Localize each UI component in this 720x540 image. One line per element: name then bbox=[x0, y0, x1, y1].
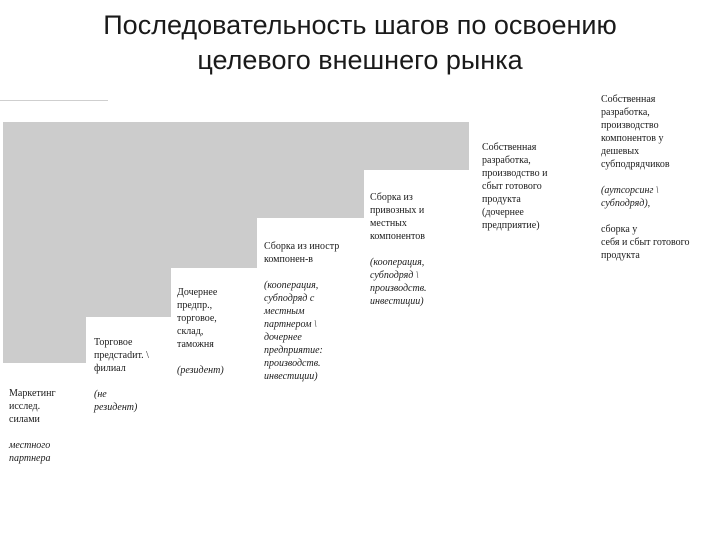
step-7-tail: сборка у себя и сбыт готового продукта bbox=[601, 224, 690, 261]
step-2-note: (не резидент) bbox=[94, 389, 138, 413]
step-3-text bbox=[177, 273, 257, 390]
step-block-4 bbox=[257, 122, 364, 218]
title-line-1: Последовательность шагов по освоению bbox=[103, 10, 617, 40]
step-5-text bbox=[370, 178, 470, 321]
step-block-2 bbox=[86, 122, 171, 317]
step-6-text bbox=[482, 128, 582, 245]
step-block-1 bbox=[3, 122, 86, 363]
step-4-text bbox=[264, 227, 364, 396]
step-block-3 bbox=[171, 122, 257, 268]
step-5-main: Сборка из привозных и местных компонентов bbox=[370, 192, 425, 242]
step-1-main: Маркетинг исслед. силами bbox=[9, 388, 56, 425]
step-1-text bbox=[9, 374, 85, 478]
slide-title bbox=[40, 8, 680, 78]
step-7-note: (аутсорсинг \ субподряд), bbox=[601, 185, 659, 209]
step-1-note: местного партнера bbox=[9, 440, 51, 464]
step-6-main: Собственная разработка, производство и сбыт готового продукта (дочернее предприятие) bbox=[482, 142, 548, 231]
step-2-text bbox=[94, 323, 170, 427]
step-7-main: Собственная разработка, производство компонентов у дешевых субподрядчиков bbox=[601, 94, 670, 170]
divider-line bbox=[0, 100, 108, 101]
step-5-note: (кооперация, субподряд \ производств. инвестиции) bbox=[370, 257, 427, 307]
title-line-2: целевого внешнего рынка bbox=[197, 45, 523, 75]
step-3-main: Дочернее предпр., торговое, склад, таможня bbox=[177, 287, 218, 350]
step-4-note: (кооперация, субподряд с местным партнером \ дочернее предприятие: производств. инвестиции) bbox=[264, 280, 323, 382]
step-block-5 bbox=[364, 122, 469, 170]
step-7-text bbox=[601, 80, 719, 275]
step-4-main: Сборка из иностр компонен-в bbox=[264, 241, 340, 265]
step-2-main: Торговое предстаdит. \ филиал bbox=[94, 337, 149, 374]
step-3-note: (резидент) bbox=[177, 365, 224, 376]
